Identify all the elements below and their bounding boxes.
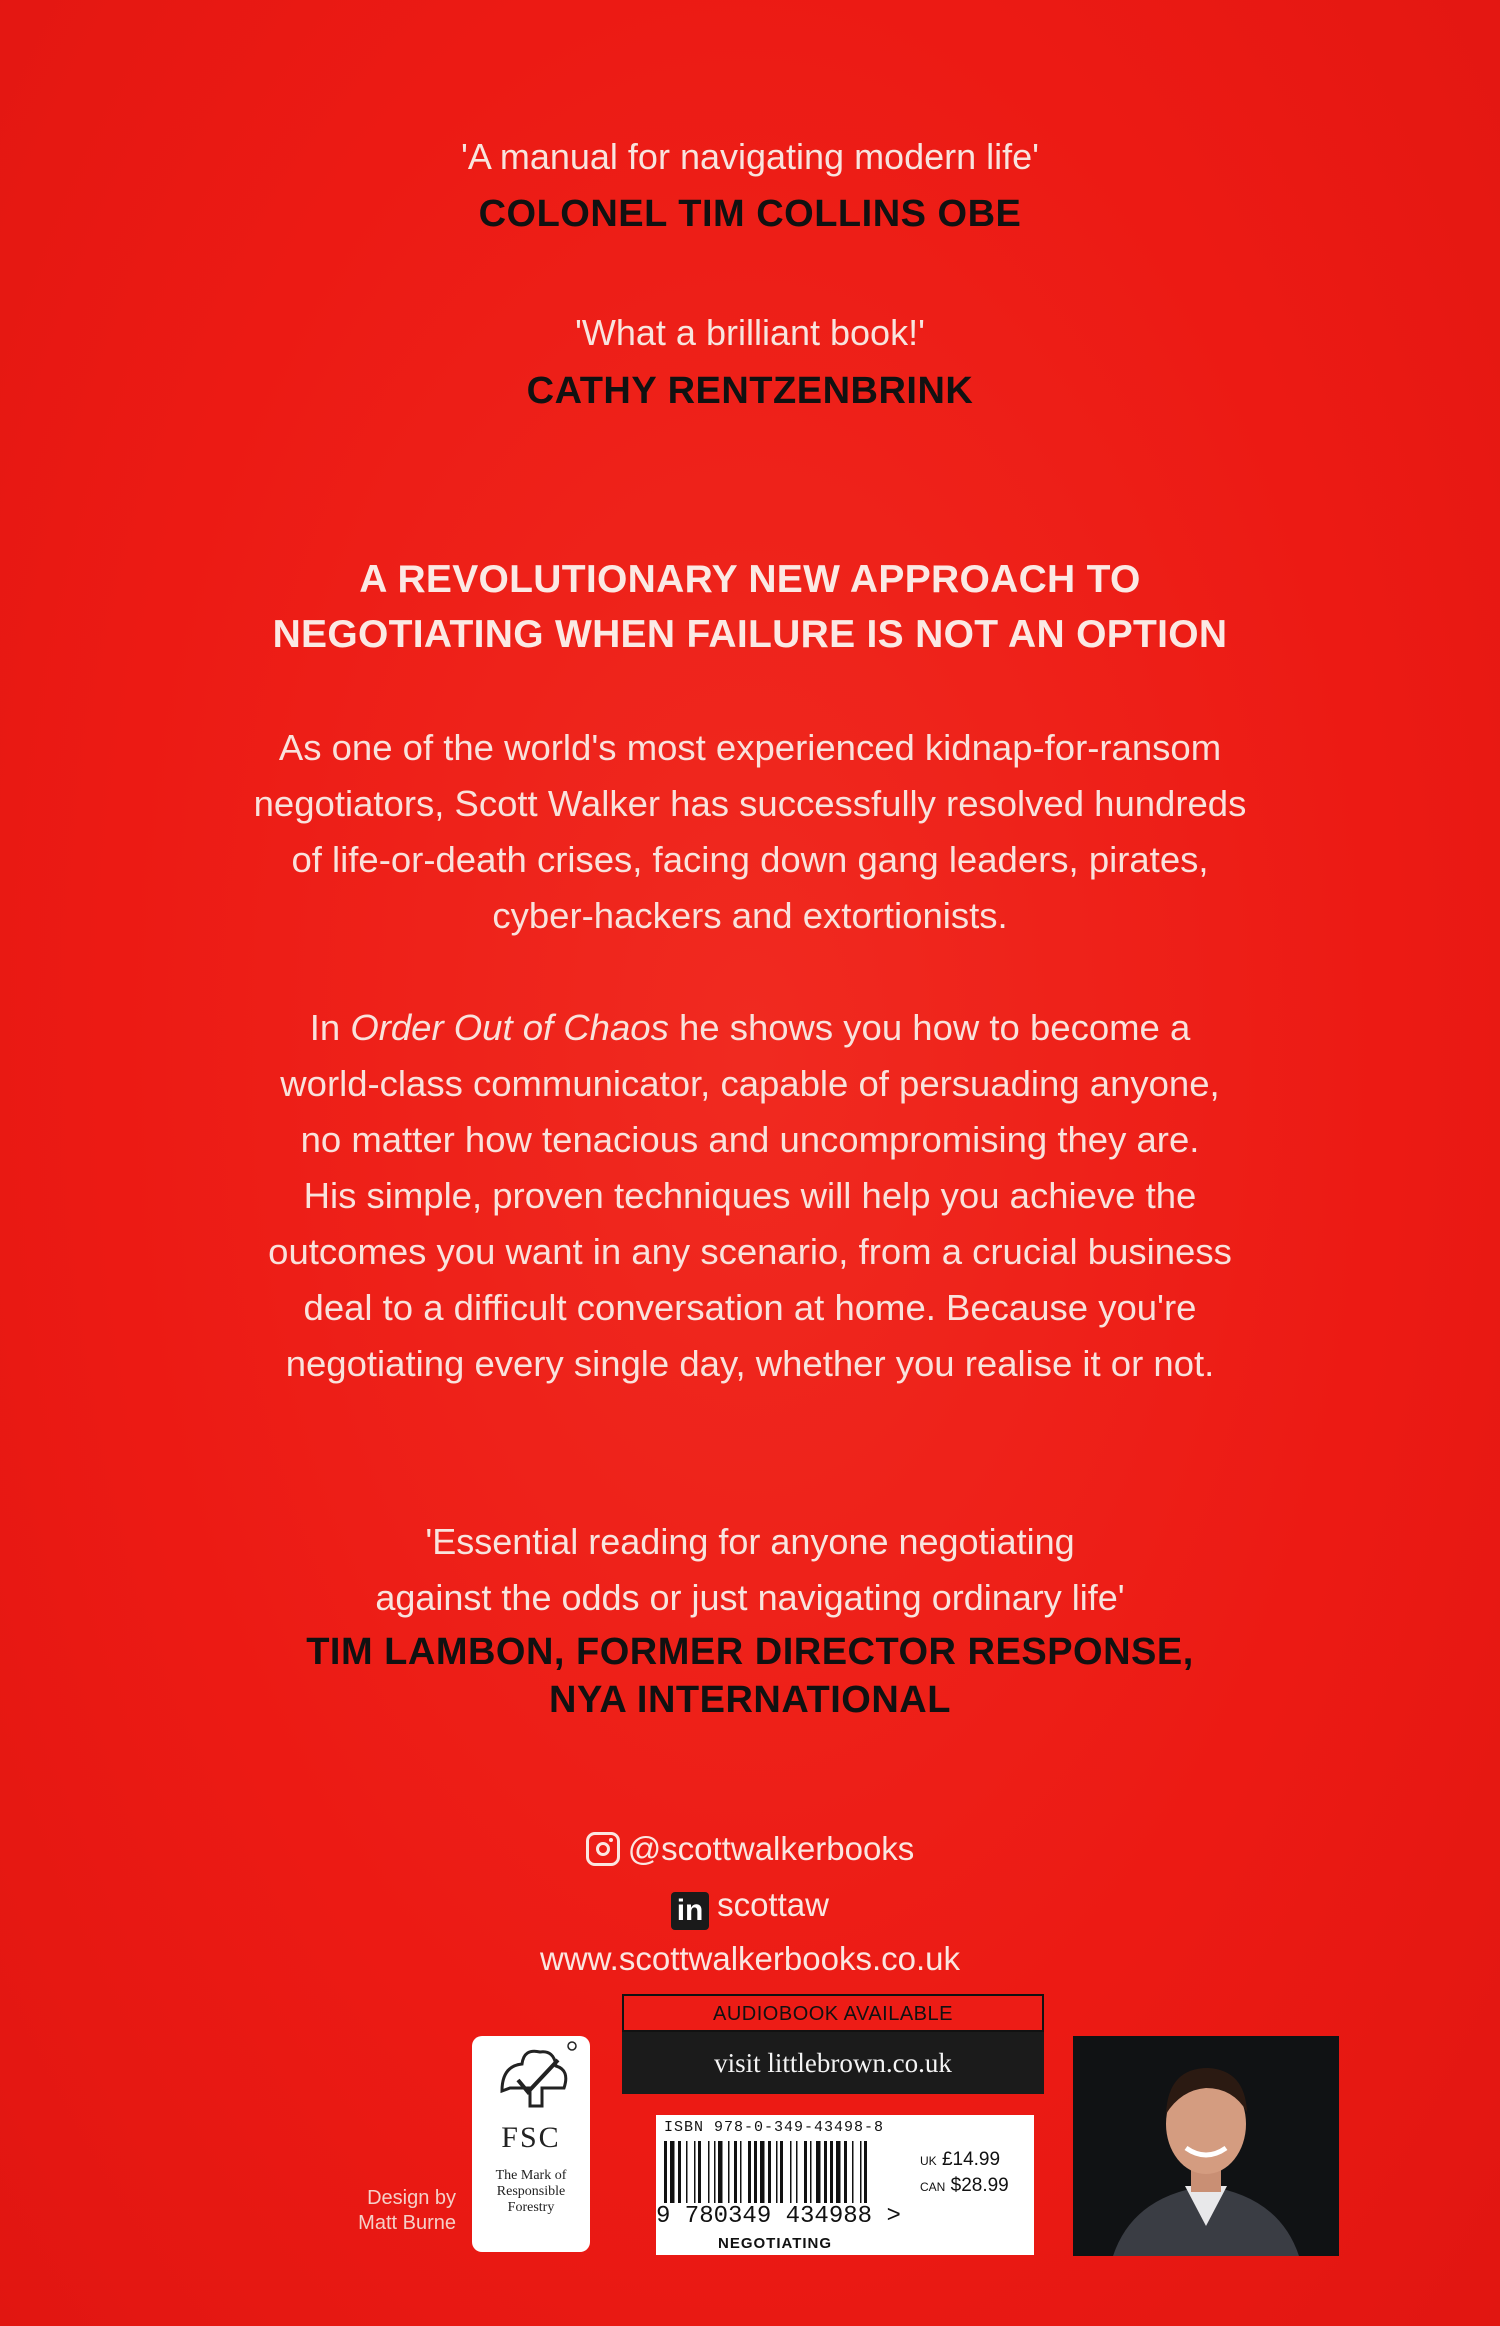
fsc-tagline-line: Forestry	[507, 2200, 555, 2215]
price-can-label: CAN	[920, 2180, 946, 2194]
fsc-tagline-line: The Mark of	[495, 2168, 567, 2183]
tree-check-icon	[472, 2036, 590, 2126]
audiobook-banner: AUDIOBOOK AVAILABLE	[622, 1994, 1044, 2032]
price-uk-label: UK	[920, 2154, 937, 2168]
barcode-bar	[714, 2141, 716, 2203]
barcode-bar	[718, 2141, 723, 2203]
blurb1-line: of life-or-death crises, facing down gang leaders, pirates,	[291, 839, 1209, 880]
linkedin-text: scottaw	[717, 1886, 829, 1923]
barcode-box	[656, 2115, 1034, 2255]
quote-3	[0, 1514, 1500, 1626]
linkedin-handle[interactable]	[0, 1886, 1500, 1930]
barcode-bar	[824, 2141, 827, 2203]
blurb1-line: cyber-hackers and extortionists.	[492, 895, 1008, 936]
fsc-text: FSC	[501, 2121, 561, 2154]
price-can-value: $28.99	[950, 2175, 1009, 2196]
barcode-bar	[768, 2141, 771, 2203]
fsc-tagline-line: Responsible	[496, 2184, 566, 2199]
barcode-bar	[804, 2141, 807, 2203]
blurb2-prefix: In	[309, 1007, 351, 1048]
visit-banner[interactable]: visit littlebrown.co.uk	[622, 2032, 1044, 2094]
barcode-bar	[780, 2141, 783, 2203]
blurb2-line: deal to a difficult conversation at home. Because you're	[303, 1287, 1197, 1328]
headline-line-2: NEGOTIATING WHEN FAILURE IS NOT AN OPTION	[272, 613, 1228, 656]
barcode-bar	[776, 2141, 778, 2203]
barcode-bar	[734, 2141, 737, 2203]
quote-1-attribution: COLONEL TIM COLLINS OBE	[478, 193, 1022, 235]
headline	[0, 552, 1500, 662]
quote-3-line: against the odds or just navigating ordinary life'	[375, 1577, 1125, 1618]
instagram-handle[interactable]	[0, 1830, 1500, 1868]
quote-2-attribution: CATHY RENTZENBRINK	[526, 370, 974, 412]
quote-3-line: 'Essential reading for anyone negotiating	[425, 1521, 1075, 1562]
barcode-bar	[830, 2141, 833, 2203]
price-uk	[920, 2149, 1000, 2171]
barcode-bar	[790, 2141, 792, 2203]
category-label: NEGOTIATING	[718, 2235, 833, 2252]
attribution-line: TIM LAMBON, FORMER DIRECTOR RESPONSE,	[306, 1631, 1194, 1673]
design-credit-line: Design by	[367, 2187, 456, 2209]
barcode-bar	[686, 2141, 688, 2203]
website-link[interactable]: www.scottwalkerbooks.co.uk	[540, 1940, 960, 1977]
design-credit	[306, 2186, 456, 2236]
barcode-number: 9 780349 434988 >	[656, 2203, 901, 2230]
isbn-text: ISBN 978-0-349-43498-8	[664, 2119, 885, 2136]
attribution-line: NYA INTERNATIONAL	[549, 1679, 951, 1721]
barcode-bar	[728, 2141, 730, 2203]
author-photo	[1073, 2036, 1339, 2256]
barcode-bar	[836, 2141, 841, 2203]
blurb-paragraph-2	[0, 1000, 1500, 1392]
barcode-bar	[754, 2141, 757, 2203]
barcode-bar	[864, 2141, 867, 2203]
book-title: Order Out of Chaos	[350, 1007, 669, 1048]
instagram-icon	[586, 1832, 620, 1866]
barcode-bar	[708, 2141, 710, 2203]
blurb1-line: As one of the world's most experienced kidnap-for-ransom	[278, 727, 1222, 768]
blurb2-line: negotiating every single day, whether you realise it or not.	[285, 1343, 1215, 1384]
headline-line-1: A REVOLUTIONARY NEW APPROACH TO	[359, 558, 1141, 601]
price-uk-value: £14.99	[941, 2149, 1001, 2170]
barcode-icon	[664, 2141, 914, 2203]
blurb2-line: outcomes you want in any scenario, from a crucial business	[268, 1231, 1232, 1272]
quote-2: 'What a brilliant book!'	[575, 312, 925, 353]
barcode-bar	[852, 2141, 854, 2203]
barcode-bar	[698, 2141, 701, 2203]
fsc-logo	[472, 2036, 590, 2252]
blurb2-line: world-class communicator, capable of persuading anyone,	[280, 1063, 1220, 1104]
quote-3-attribution	[0, 1628, 1500, 1724]
instagram-text: @scottwalkerbooks	[627, 1830, 915, 1867]
price-can	[920, 2175, 1009, 2197]
barcode-bar	[816, 2141, 821, 2203]
barcode-bar	[740, 2141, 742, 2203]
design-credit-line: Matt Burne	[358, 2212, 456, 2234]
blurb1-line: negotiators, Scott Walker has successfully resolved hundreds	[253, 783, 1247, 824]
barcode-bar	[796, 2141, 798, 2203]
barcode-bar	[694, 2141, 696, 2203]
barcode-bar	[810, 2141, 812, 2203]
barcode-bar	[670, 2141, 675, 2203]
barcode-bar	[678, 2141, 681, 2203]
blurb2-line	[0, 1000, 1500, 1056]
barcode-bar	[760, 2141, 765, 2203]
blurb2-line: no matter how tenacious and uncompromising they are.	[300, 1119, 1200, 1160]
barcode-bar	[860, 2141, 862, 2203]
blurb2-suffix: he shows you how to become a	[668, 1007, 1191, 1048]
blurb-paragraph-1	[0, 720, 1500, 944]
linkedin-icon: in	[671, 1892, 709, 1930]
barcode-bar	[748, 2141, 751, 2203]
barcode-bar	[844, 2141, 847, 2203]
barcode-bar	[664, 2141, 667, 2203]
blurb2-line: His simple, proven techniques will help you achieve the	[303, 1175, 1197, 1216]
quote-1: 'A manual for navigating modern life'	[460, 136, 1040, 177]
fsc-tagline	[472, 2168, 590, 2216]
author-portrait-image	[1073, 2036, 1339, 2256]
